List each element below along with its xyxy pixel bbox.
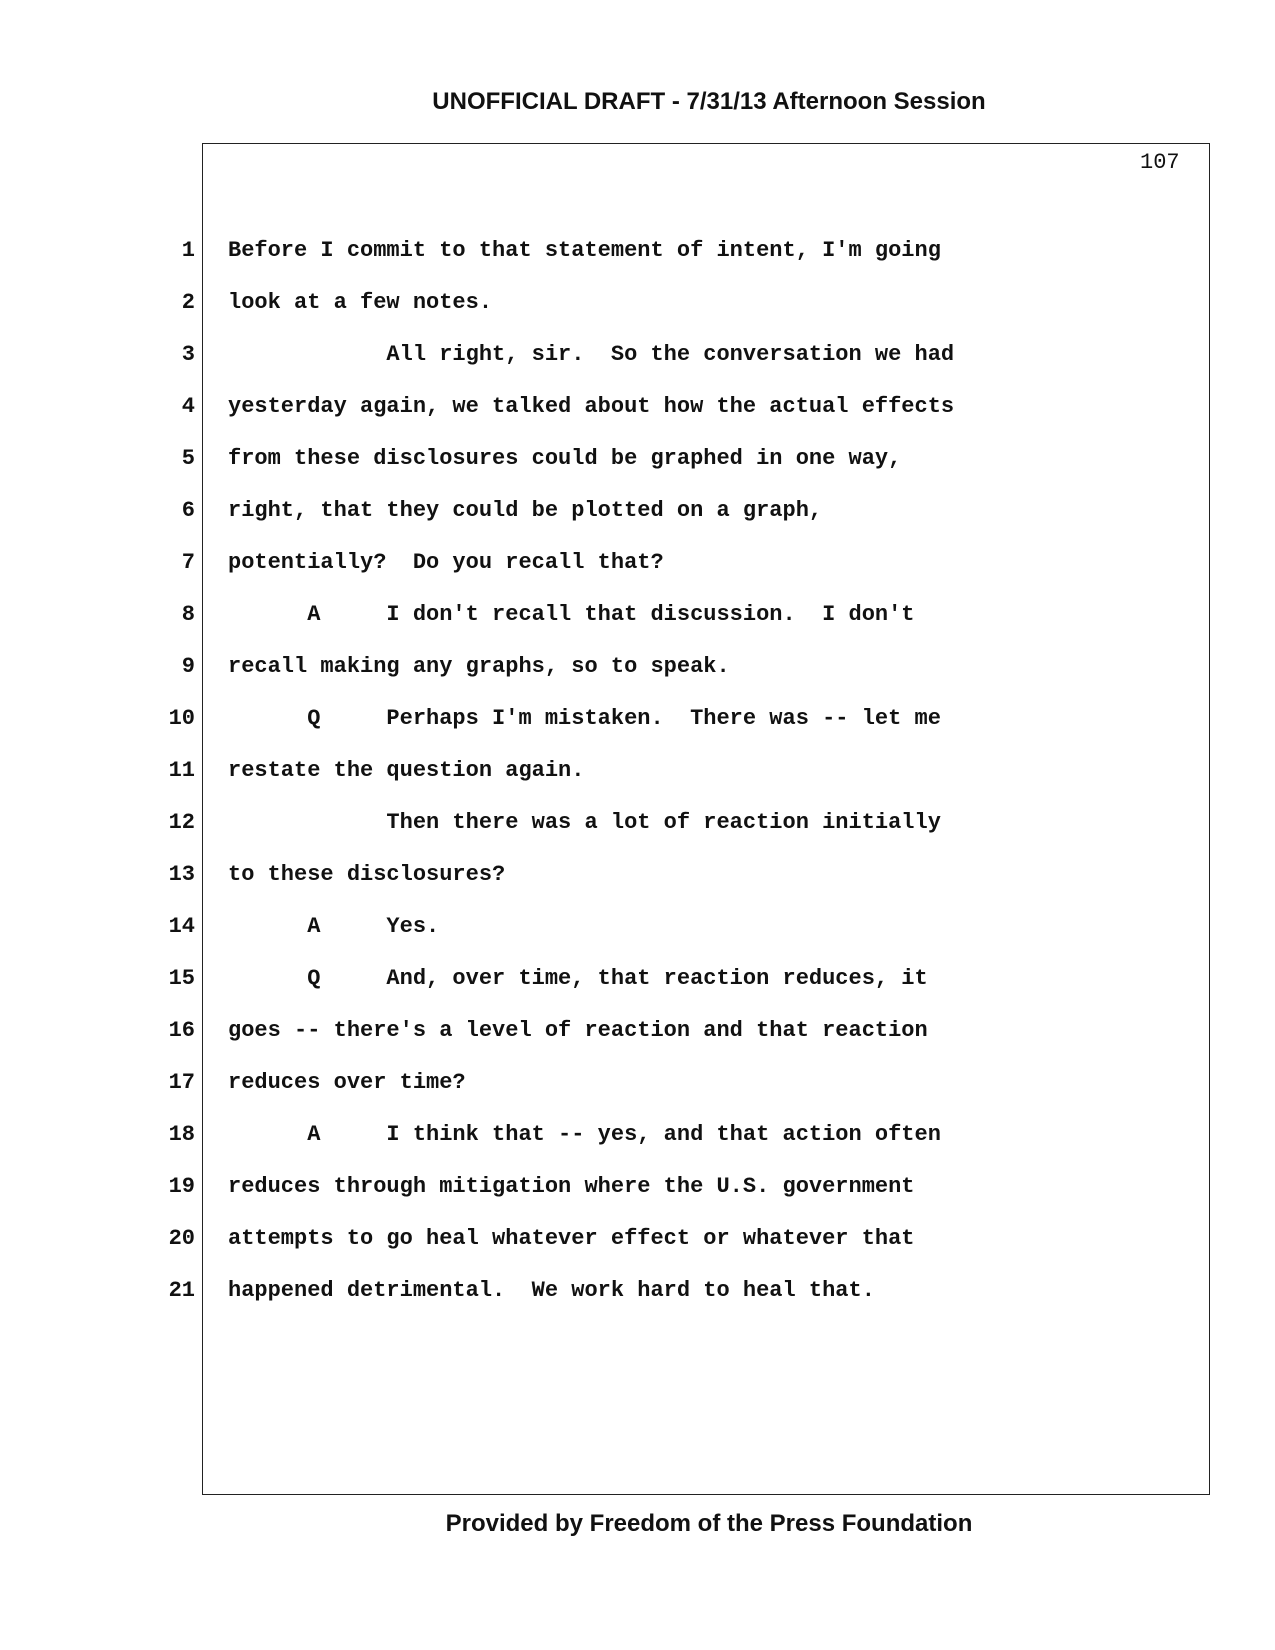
line-text: Q Perhaps I'm mistaken. There was -- let me — [228, 706, 941, 731]
line-text: reduces over time? — [228, 1070, 466, 1095]
transcript-line — [0, 1172, 1275, 1224]
transcript-line — [0, 1016, 1275, 1068]
line-text: Q And, over time, that reaction reduces, it — [228, 966, 928, 991]
line-number: 1 — [181, 238, 195, 263]
transcript-line — [0, 808, 1275, 860]
line-number: 13 — [168, 862, 195, 887]
line-text: potentially? Do you recall that? — [228, 550, 664, 575]
transcript-line — [0, 1068, 1275, 1120]
transcript-line — [0, 652, 1275, 704]
line-text: right, that they could be plotted on a graph, — [228, 498, 823, 523]
line-text: from these disclosures could be graphed in one way, — [228, 446, 902, 471]
line-text: recall making any graphs, so to speak. — [228, 654, 730, 679]
line-number: 15 — [168, 966, 195, 991]
line-number: 8 — [181, 602, 195, 627]
transcript-line — [0, 444, 1275, 496]
line-text: reduces through mitigation where the U.S. government — [228, 1174, 915, 1199]
line-text: Then there was a lot of reaction initially — [228, 810, 941, 835]
line-text: happened detrimental. We work hard to heal that. — [228, 1278, 875, 1303]
transcript-line — [0, 236, 1275, 288]
transcript-line — [0, 340, 1275, 392]
transcript-line — [0, 548, 1275, 600]
line-text: A I think that -- yes, and that action often — [228, 1122, 941, 1147]
line-number: 21 — [168, 1278, 195, 1303]
line-text: yesterday again, we talked about how the actual effects — [228, 394, 955, 419]
line-number: 20 — [168, 1226, 195, 1251]
line-text: look at a few notes. — [228, 290, 493, 315]
transcript-line — [0, 496, 1275, 548]
transcript-line — [0, 1276, 1275, 1328]
line-number: 18 — [168, 1122, 195, 1147]
line-number: 12 — [168, 810, 195, 835]
line-number: 3 — [181, 342, 195, 367]
line-number: 6 — [181, 498, 195, 523]
transcript-line — [0, 912, 1275, 964]
line-text: restate the question again. — [228, 758, 585, 783]
line-number: 19 — [168, 1174, 195, 1199]
transcript-line — [0, 860, 1275, 912]
line-text: All right, sir. So the conversation we had — [228, 342, 955, 367]
transcript-line — [0, 964, 1275, 1016]
transcript-line — [0, 756, 1275, 808]
line-text: Before I commit to that statement of intent, I'm going — [228, 238, 941, 263]
page-footer: Provided by Freedom of the Press Foundation — [445, 1510, 973, 1537]
transcript-lines — [0, 236, 1275, 1328]
line-text: to these disclosures? — [228, 862, 506, 887]
line-number: 4 — [181, 394, 195, 419]
line-number: 10 — [168, 706, 195, 731]
line-number: 16 — [168, 1018, 195, 1043]
transcript-line — [0, 600, 1275, 652]
line-text: goes -- there's a level of reaction and that reaction — [228, 1018, 928, 1043]
transcript-line — [0, 704, 1275, 756]
page-number: 107 — [1140, 150, 1180, 175]
transcript-line — [0, 288, 1275, 340]
line-text: attempts to go heal whatever effect or whatever that — [228, 1226, 915, 1251]
line-number: 7 — [181, 550, 195, 575]
transcript-line — [0, 392, 1275, 444]
line-text: A I don't recall that discussion. I don't — [228, 602, 915, 627]
line-number: 17 — [168, 1070, 195, 1095]
line-text: A Yes. — [228, 914, 440, 939]
line-number: 2 — [181, 290, 195, 315]
line-number: 14 — [168, 914, 195, 939]
line-number: 5 — [181, 446, 195, 471]
page-header-title: UNOFFICIAL DRAFT - 7/31/13 Afternoon Session — [432, 88, 986, 115]
line-number: 11 — [168, 758, 195, 783]
transcript-line — [0, 1120, 1275, 1172]
transcript-line — [0, 1224, 1275, 1276]
line-number: 9 — [181, 654, 195, 679]
